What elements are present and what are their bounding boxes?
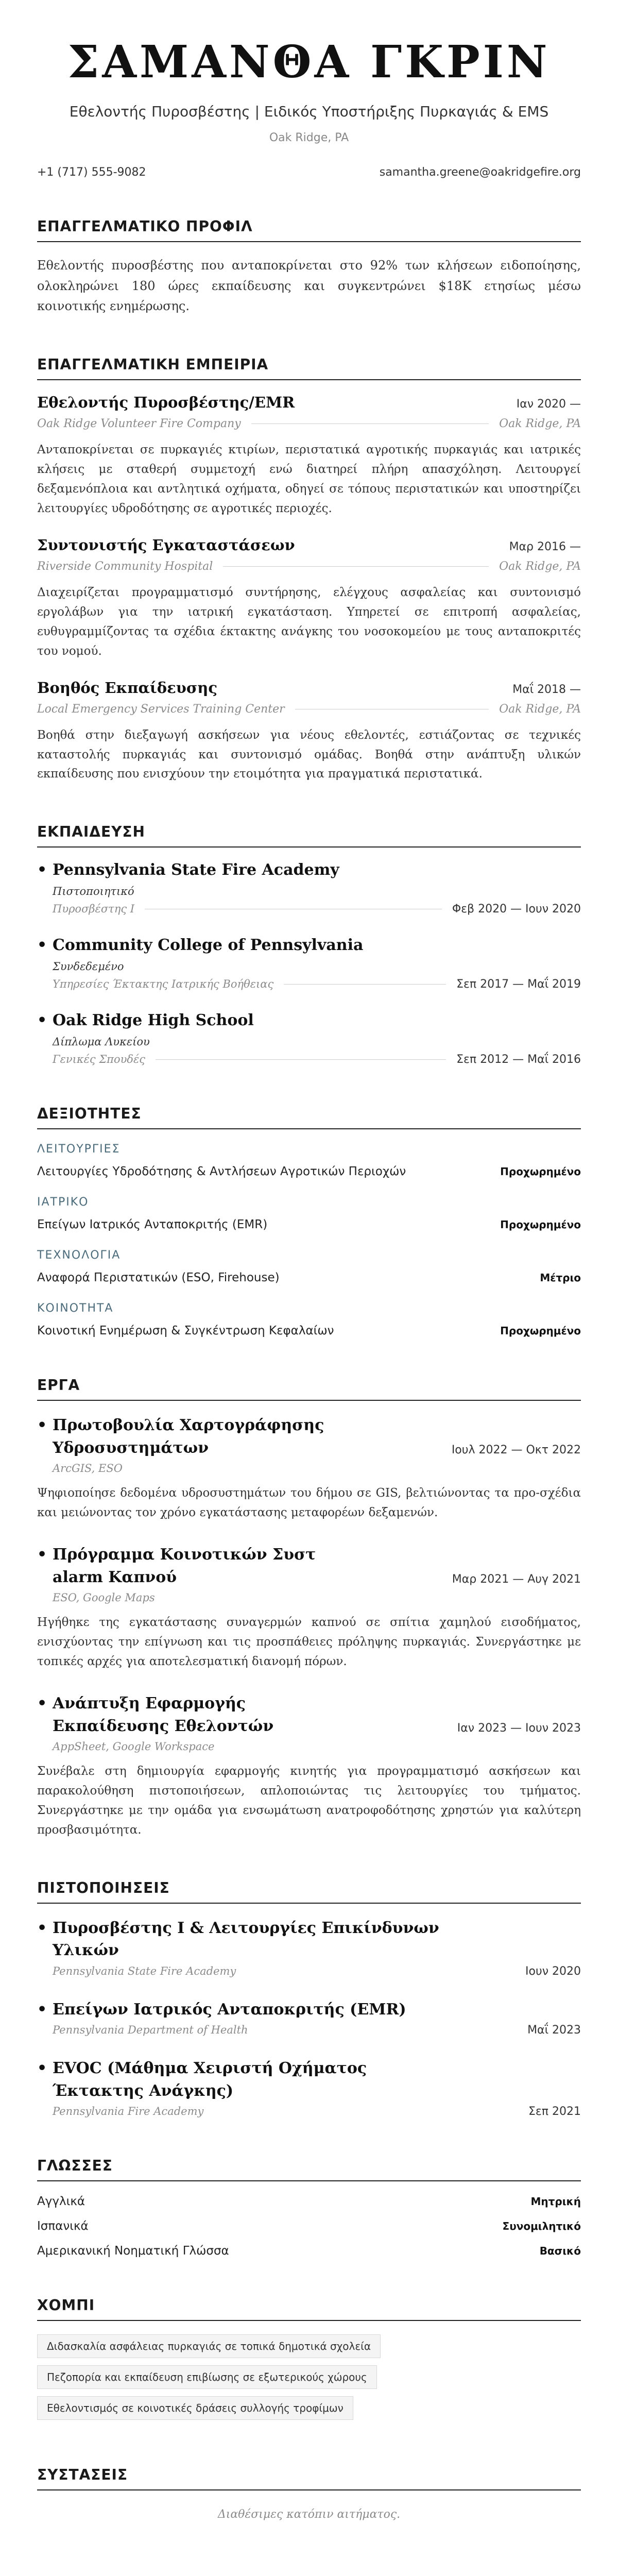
languages-section — [37, 2157, 581, 2258]
school-name: • Pennsylvania State Fire Academy — [37, 861, 581, 879]
project-date: Ιαν 2023 — Ιουν 2023 — [457, 1721, 581, 1735]
certification-date: Σεπ 2021 — [528, 2105, 581, 2119]
project-entry — [37, 1544, 581, 1672]
project-date: Μαρ 2021 — Αυγ 2021 — [452, 1573, 581, 1586]
job-date: Ιαν 2020 — — [516, 398, 581, 411]
project-technologies: AppSheet, Google Workspace — [53, 1740, 215, 1753]
leader-line — [223, 566, 489, 567]
section-title-skills: ΔΕΞΙΟΤΗΤΕΣ — [37, 1105, 581, 1129]
project-technologies: ESO, Google Maps — [53, 1591, 155, 1604]
job-title: Βοηθός Εκπαίδευσης — [37, 679, 218, 697]
education-entry — [37, 861, 581, 916]
skill-category: ΙΑΤΡΙΚΟ — [37, 1196, 89, 1209]
project-entry — [37, 1414, 581, 1523]
certification-entry — [37, 2057, 581, 2118]
candidate-location: Oak Ridge, PA — [269, 131, 349, 145]
certification-issuer: Pennsylvania State Fire Academy — [53, 1964, 236, 1977]
hobby-tag: Διδασκαλία ασφάλειας πυρκαγιάς σε τοπικά δημοτικά σχολεία — [37, 2334, 381, 2358]
certification-date: Ιουν 2020 — [525, 1964, 581, 1978]
experience-section — [37, 356, 581, 784]
field-of-study: Γενικές Σπουδές — [53, 1053, 146, 1066]
language-level: Μητρική — [530, 2195, 581, 2208]
skill-row — [37, 1324, 581, 1337]
section-title-education: ΕΚΠΑΙΔΕΥΣΗ — [37, 823, 581, 848]
leader-line — [251, 423, 489, 424]
projects-section — [37, 1377, 581, 1840]
job-entry — [37, 536, 581, 662]
job-location: Oak Ridge, PA — [499, 702, 581, 716]
project-entry — [37, 1692, 581, 1840]
job-description: Βοηθά στην διεξαγωγή ασκήσεων για νέους εθελοντές, εστιάζοντας σε τεχνικές καταστολής πυρκαγιάς και συντονισμό ομάδας. Βοηθά στην ανάπτυξη υλικών εκπαίδευσης που ενισχύουν την ετοιμότητα για πραγματικά περιστατικά. — [37, 728, 581, 781]
references-section — [37, 2466, 581, 2521]
language-row — [37, 2219, 581, 2233]
project-title: • Ανάπτυξη Εφαρμογής Εκπαίδευσης Εθελοντών — [37, 1692, 341, 1737]
certification-issuer: Pennsylvania Department of Health — [53, 2024, 248, 2037]
profile-section — [37, 218, 581, 317]
education-date: Σεπ 2017 — Μαΐ 2019 — [456, 978, 581, 991]
languages-list — [37, 2195, 581, 2258]
hobby-tag: Εθελοντισμός σε κοινοτικές δράσεις συλλογής τροφίμων — [37, 2396, 353, 2420]
skill-category: ΛΕΙΤΟΥΡΓΙΕΣ — [37, 1143, 121, 1156]
section-title-profile: ΕΠΑΓΓΕΛΜΑΤΙΚΟ ΠΡΟΦΙΛ — [37, 218, 581, 242]
certification-date: Μαΐ 2023 — [527, 2024, 581, 2037]
certifications-section — [37, 1879, 581, 2119]
skill-level: Μέτριο — [540, 1272, 581, 1284]
job-description: Ανταποκρίνεται σε πυρκαγιές κτιρίων, περιστατικά αγροτικής πυρκαγιάς και ιατρικές κλήσεις με σταθερή συμμετοχή ενώ διατηρεί πλήρη απασχόληση. Λειτουργεί δεξαμενόπλοια και αντλητικά οχήματα, οδηγεί σε τόπους περιστατικών και υποστηρίζει λειτουργίες υδροδότησης σε αγροτικές περιοχές. — [37, 443, 581, 515]
section-title-hobbies: ΧΟΜΠΙ — [37, 2297, 581, 2321]
skill-row — [37, 1271, 581, 1284]
job-date: Μαΐ 2018 — — [512, 683, 581, 696]
skill-name: Αναφορά Περιστατικών (ESO, Firehouse) — [37, 1271, 280, 1285]
skills-list — [37, 1143, 581, 1337]
job-entry — [37, 679, 581, 785]
skill-category: ΤΕΧΝΟΛΟΓΙΑ — [37, 1249, 121, 1262]
candidate-title: Εθελοντής Πυροσβέστης | Ειδικός Υποστήριξης Πυρκαγιάς & EMS — [69, 103, 549, 121]
certification-issuer: Pennsylvania Fire Academy — [53, 2105, 204, 2118]
skill-name: Κοινοτική Ενημέρωση & Συγκέντρωση Κεφαλαίων — [37, 1324, 334, 1338]
language-row — [37, 2195, 581, 2208]
phone-number[interactable]: +1 (717) 555-9082 — [37, 166, 146, 179]
certification-entry — [37, 1917, 581, 1978]
project-title: • Πρόγραμμα Κοινοτικών Συστ alarm Καπνού — [37, 1544, 341, 1588]
candidate-name: ΣΑΜΑΝΘΑ ΓΚΡΙΝ — [67, 36, 551, 88]
degree: Δίπλωμα Λυκείου — [53, 1036, 150, 1048]
education-date: Φεβ 2020 — Ιουν 2020 — [452, 903, 581, 916]
job-location: Oak Ridge, PA — [499, 417, 581, 431]
degree: Συνδεδεμένο — [53, 960, 124, 973]
skill-row — [37, 1165, 581, 1178]
certification-entry — [37, 1998, 581, 2037]
skill-name: Επείγων Ιατρικός Ανταποκριτής (EMR) — [37, 1218, 268, 1232]
project-description: Ηγήθηκε της εγκατάστασης συναγερμών καπνού σε σπίτια χαμηλού εισοδήματος, ενισχύοντας την επίγνωση και τις προσπάθειες πρόληψης πυρκαγιάς. Συνεργάστηκε με τοπικές αρχές για αποτελεσματική διανομή πόρων. — [37, 1616, 581, 1669]
project-description: Συνέβαλε στη δημιουργία εφαρμογής κινητής για προγραμματισμό ασκήσεων και παρακολούθηση πιστοποιήσεων, απλοποιώντας τις λειτουργίες του τμήματος. Συνεργάστηκε με την ομάδα για ενσωμάτωση ανατροφοδότησης χρηστών για καλύτερη προσβασιμότητα. — [37, 1765, 581, 1837]
school-name: • Community College of Pennsylvania — [37, 936, 581, 954]
leader-line — [284, 984, 446, 985]
education-entry — [37, 1011, 581, 1066]
email-address[interactable]: samantha.greene@oakridgefire.org — [379, 166, 581, 179]
project-title: • Πρωτοβουλία Χαρτογράφησης Υδροσυστημάτων — [37, 1414, 341, 1459]
project-technologies: ArcGIS, ESO — [53, 1462, 123, 1475]
job-location: Oak Ridge, PA — [499, 560, 581, 573]
section-title-languages: ΓΛΩΣΣΕΣ — [37, 2157, 581, 2181]
job-title: Εθελοντής Πυροσβέστης/EMR — [37, 394, 295, 412]
section-title-experience: ΕΠΑΓΓΕΛΜΑΤΙΚΗ ΕΜΠΕΙΡΙΑ — [37, 356, 581, 380]
section-title-certifications: ΠΙΣΤΟΠΟΙΗΣΕΙΣ — [37, 1879, 581, 1904]
education-section — [37, 823, 581, 1066]
section-title-references: ΣΥΣΤΑΣΕΙΣ — [37, 2466, 581, 2490]
job-organization: Riverside Community Hospital — [37, 560, 213, 573]
language-name: Αμερικανική Νοηματική Γλώσσα — [37, 2244, 229, 2258]
field-of-study: Πυροσβέστης I — [53, 903, 135, 916]
skill-level: Προχωρημένο — [500, 1325, 581, 1337]
resume-header — [37, 36, 581, 179]
skill-level: Προχωρημένο — [500, 1218, 581, 1231]
skill-level: Προχωρημένο — [500, 1165, 581, 1178]
job-date: Μαρ 2016 — — [509, 540, 581, 553]
degree: Πιστοποιητικό — [53, 885, 134, 898]
job-title: Συντονιστής Εγκαταστάσεων — [37, 536, 295, 554]
education-date: Σεπ 2012 — Μαΐ 2016 — [456, 1053, 581, 1066]
profile-summary: Εθελοντής πυροσβέστης που ανταποκρίνεται στο 92% των κλήσεων ειδοποίησης, ολοκληρώνει 180 ώρες εκπαίδευσης και συγκεντρώνει $18K ετησίως μέσω κοινοτικής ενημέρωσης. — [37, 258, 581, 314]
leader-line — [156, 1059, 446, 1060]
language-name: Αγγλικά — [37, 2195, 85, 2209]
skill-name: Λειτουργίες Υδροδότησης & Αντλήσεων Αγροτικών Περιοχών — [37, 1165, 406, 1179]
skill-row — [37, 1218, 581, 1231]
certification-title: • EVOC (Μάθημα Χειριστή Οχήματος Έκτακτης Ανάγκης) — [37, 2057, 444, 2102]
hobbies-section — [37, 2297, 581, 2427]
hobby-tag: Πεζοπορία και εκπαίδευση επιβίωσης σε εξωτερικούς χώρους — [37, 2365, 377, 2389]
job-description: Διαχειρίζεται προγραμματισμό συντήρησης, ελέγχους ασφαλείας και συντονισμό εργολάβων για την ιατρική εγκατάσταση. Υπηρετεί σε επιτροπή ασφαλείας, ευθυγραμμίζοντας τα σχέδια έκτακτης ανάγκης του νοσοκομείου με τους ανταποκριτές του νομού. — [37, 585, 581, 658]
certification-title: • Επείγων Ιατρικός Ανταποκριτής (EMR) — [37, 1998, 444, 2021]
skills-section — [37, 1105, 581, 1337]
section-title-projects: ΕΡΓΑ — [37, 1377, 581, 1401]
certification-title: • Πυροσβέστης Ι & Λειτουργίες Επικίνδυνων Υλικών — [37, 1917, 444, 1962]
contact-row — [37, 166, 581, 179]
field-of-study: Υπηρεσίες Έκτακτης Ιατρικής Βοήθειας — [53, 978, 274, 991]
project-date: Ιουλ 2022 — Οκτ 2022 — [451, 1444, 581, 1457]
job-entry — [37, 394, 581, 519]
references-note: Διαθέσιμες κατόπιν αιτήματος. — [217, 2508, 401, 2521]
school-name: • Oak Ridge High School — [37, 1011, 581, 1029]
job-organization: Local Emergency Services Training Center — [37, 702, 285, 716]
skill-category: ΚΟΙΝΟΤΗΤΑ — [37, 1302, 114, 1315]
project-description: Ψηφιοποίησε δεδομένα υδροσυστημάτων του δήμου σε GIS, βελτιώνοντας τα προ-σχέδια και μειώνοντας τον χρόνο εγκατάστασης μεταφορέων δεξαμενών. — [37, 1486, 581, 1520]
education-entry — [37, 936, 581, 991]
language-row — [37, 2244, 581, 2258]
language-name: Ισπανικά — [37, 2219, 89, 2233]
language-level: Συνομιλητικό — [502, 2220, 581, 2233]
language-level: Βασικό — [539, 2245, 581, 2258]
hobbies-list — [37, 2334, 581, 2427]
job-organization: Oak Ridge Volunteer Fire Company — [37, 417, 241, 431]
